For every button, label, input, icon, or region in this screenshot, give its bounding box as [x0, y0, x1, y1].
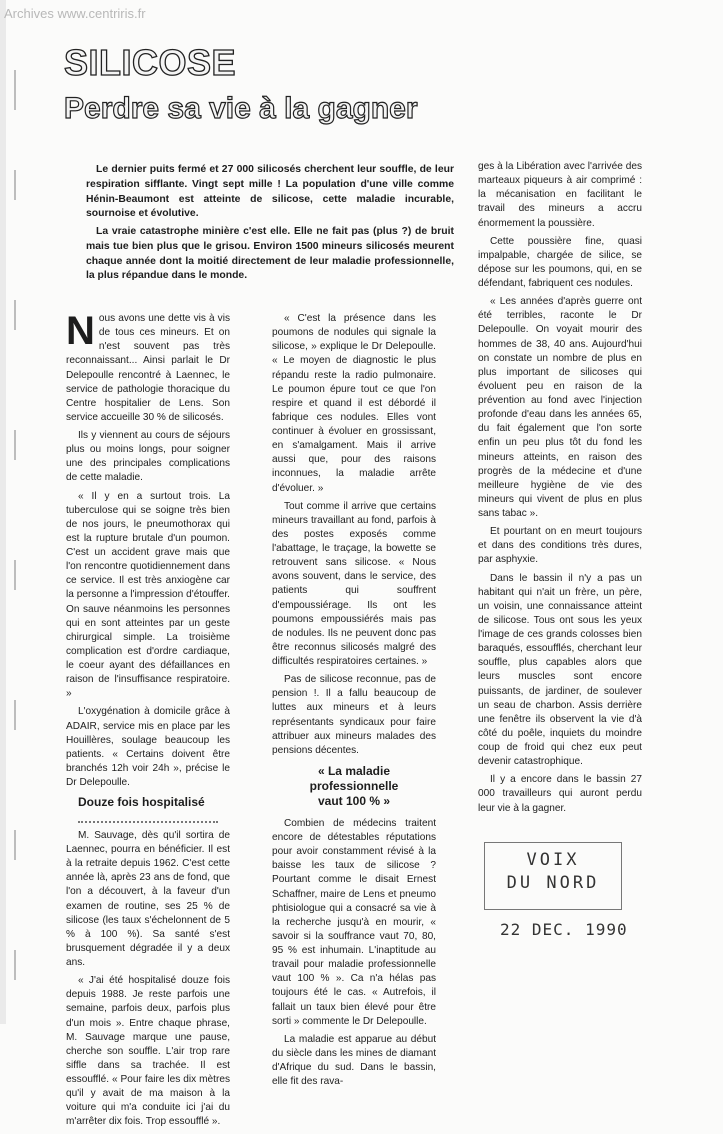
heading-rule [78, 815, 218, 823]
article-column-1 [66, 309, 230, 1134]
stamp-date: 22 DEC. 1990 [500, 920, 628, 939]
binder-mark [14, 430, 16, 460]
body-paragraph: Cette poussière fine, quasi impalpable, chargée de silice, se dépose sur les poumons, qui, en se défendant, fabriquent ces nodules. [478, 235, 642, 289]
article-subtitle: Perdre sa vie à la gagner [64, 92, 418, 125]
body-paragraph: Dans le bassin il n'y a pas un habitant qui n'ait un frère, un père, un voisin, une connaissance atteint de silicose. Tous ont sous les yeux l'image de ces grands colosses bien baraqués, essoufflés, cherchant leur souffle, plus capables alors que leurs muscles sont encore puissants, de jardiner, de soulever un seau de charbon. Assis derrière une fenêtre ils observent la vie d'à côté du poêle, inquiets du moindre coup de froid qui chez eux peut devenir catastrophique. [478, 572, 642, 768]
body-paragraph: ges à la Libération avec l'arrivée des marteaux piqueurs à air comprimé : la mécanisation en facilitant le travail des mineurs a accru énormement la poussière. [478, 161, 642, 229]
binder-mark [14, 560, 16, 590]
binder-mark [14, 170, 16, 200]
body-paragraph: Et pourtant on en meurt toujours et dans des conditions très dures, par asphyxie. [478, 526, 642, 566]
body-paragraph: M. Sauvage, dès qu'il sortira de Laennec, pourra en bénéficier. Il est à la retraite depuis 1962. C'est cette année là, après 23 ans de fond, que l'on a découvert, à la faveur d'un examen de routine, ses 25 % de silicose (les taux s'échelonnent de 5 % à 100 %). Sa santé s'est brusquement dégradée il y a deux ans. [66, 829, 230, 969]
binder-mark [14, 830, 16, 860]
intro-paragraph: Le dernier puits fermé et 27 000 silicosés cherchent leur souffle, de leur respiration sifflante. Vingt sept mille ! La population d'une ville comme Hénin-Beaumont est atteinte de silicose, cette maladie incurable, sournoise et évolutive. [86, 164, 454, 220]
body-paragraph: « Il y en a surtout trois. La tuberculose qui se soigne très bien de nos jours, le pneumothorax qui est la rupture brutale d'un poumon. C'est un accident grave mais que l'on rencontre quotidiennement dans ce service. Il est très anxiogène car la personne a l'impression d'étouffer. On sauve néanmoins les personnes qui en sont atteintes par un geste chirurgical simple. La troisième complication est d'ordre cardiaque, le coeur ayant des défaillances en raison de l'insuffisance respiratoire. » [66, 490, 230, 700]
body-paragraph: « C'est la présence dans les poumons de nodules qui signale la silicose, » explique le Dr Delepoulle. « Le moyen de diagnostic le plus répandu reste la radio pulmonaire. Le poumon épure tout ce que l'on respire et quand il est débordé il fabrique ces nodules. Elles vont continuer à évoluer en grossissant, en s'amalgament. Mais il arrive aussi que, pour des raisons inconnues, la maladie arrête d'évoluer. » [272, 313, 436, 494]
body-paragraph: Pas de silicose reconnue, pas de pension !. Il a fallu beaucoup de luttes aux mineurs et à leurs représentants syndicaux pour faire attribuer aux mineurs malades des pensions décentes. [272, 674, 436, 756]
body-paragraph: L'oxygénation à domicile grâce à ADAIR, service mis en place par les Houillères, soulage beaucoup les patients. « Certains doivent être branchés 12h voir 24h », précise le Dr Delepoulle. [66, 706, 230, 788]
drop-cap: N [66, 309, 95, 353]
article-title: SILICOSE [64, 42, 237, 83]
binder-mark [14, 700, 16, 730]
page-edge [0, 0, 6, 1024]
binder-mark [14, 950, 16, 980]
body-paragraph: Il y a encore dans le bassin 27 000 travailleurs qui auront perdu leur vie à la gagner. [478, 774, 642, 814]
body-paragraph: Tout comme il arrive que certains mineurs travaillant au fond, parfois à des postes exposés comme l'abattage, le traçage, la bowette se retrouvent sans silicose. « Nous avons souvent, dans le service, des patients qui souffrent d'empoussiérage. Ils ont les poumons empoussiérés mais pas de nodules. Ils ne peuvent donc pas être reconnus silicosés malgré des difficultés respiratoires certaines. » [272, 500, 436, 667]
article-column-3 [478, 160, 642, 820]
article-column-2 [272, 312, 436, 1093]
body-paragraph: Ils y viennent au cours de séjours plus ou moins longs, pour soigner une des principales complications de cette maladie. [66, 430, 230, 484]
intro-paragraph: La vraie catastrophe minière c'est elle. Elle ne fait pas (plus ?) de bruit mais tue bien plus que le grisou. Environ 1500 mineurs silicosés meurent chaque année dont la moitié directement de leur maladie professionnelle, la plus répandue dans le monde. [86, 226, 454, 282]
stamp-line: VOIX [526, 850, 580, 870]
stamp-line: DU NORD [506, 872, 600, 893]
body-paragraph: Combien de médecins traitent encore de détestables réputations pour avoir constamment révisé à la baisse les taux de silicose ? Pourtant comme le disait Ernest Schaffner, maire de Lens et pneumo phtisiologue qui a consacré sa vie à la recherche jusqu'à en mourir, « savoir si la souffrance vaut 70, 80, 95 % est inhumain. L'inaptitude au travail pour maladie professionnelle vaut 100 % ». Ca n'a hélas pas toujours été le cas. « Autrefois, il fallait un taux bien élevé pour être sorti » commente le Dr Delepoulle. [272, 817, 436, 1027]
section-heading: Douze fois hospitalisé [78, 795, 205, 810]
binder-mark [14, 70, 16, 110]
section-heading: « La maladie professionnelle vaut 100 % » [309, 763, 399, 808]
body-paragraph: « Les années d'après guerre ont été terribles, raconte le Dr Delepoulle. On voyait mourir des hommes de 38, 40 ans. Aujourd'hui on constate un nombre de plus en plus important de silicoses qui évoluent peu en raison de la prévention au fond avec l'injection profonde d'eau dans les années 65, du fait également que l'on sorte enfin un peu plus tôt du fond les mineurs atteints, en raison des progrès de la médecine et d'une meilleure hygiène de vie des mineurs qui vivent de plus en plus sans tabac ». [478, 296, 642, 519]
body-paragraph: Nous avons une dette vis à vis de tous ces mineurs. Et on n'est souvent pas très reconnaissant... Ainsi parlait le Dr Delepoulle rencontré à Laennec, le service de pathologie thoracique du Centre hospitalier de Lens. Son service accueille 30 % de silicosés. [66, 309, 230, 423]
body-paragraph: La maladie est apparue au début du siècle dans les mines de diamant d'Afrique du sud. Dans le bassin, elle fit des rava- [272, 1033, 436, 1088]
binder-mark [14, 300, 16, 330]
archive-watermark: Archives www.centriris.fr [4, 6, 146, 21]
newspaper-stamp [484, 842, 622, 910]
body-paragraph: « J'ai été hospitalisé douze fois depuis 1988. Je reste parfois une semaine, parfois deux, parfois plus d'un mois ». Entre chaque phrase, M. Sauvage marque une pause, cherche son souffle. L'air trop rare siffle dans sa trachée. Il est essoufflé. « Pour faire les dix mètres qu'il y avait de ma maison à la voiture qui m'a conduite ici j'ai du m'arrêter dix fois. Trop essoufflé ». [66, 975, 230, 1128]
